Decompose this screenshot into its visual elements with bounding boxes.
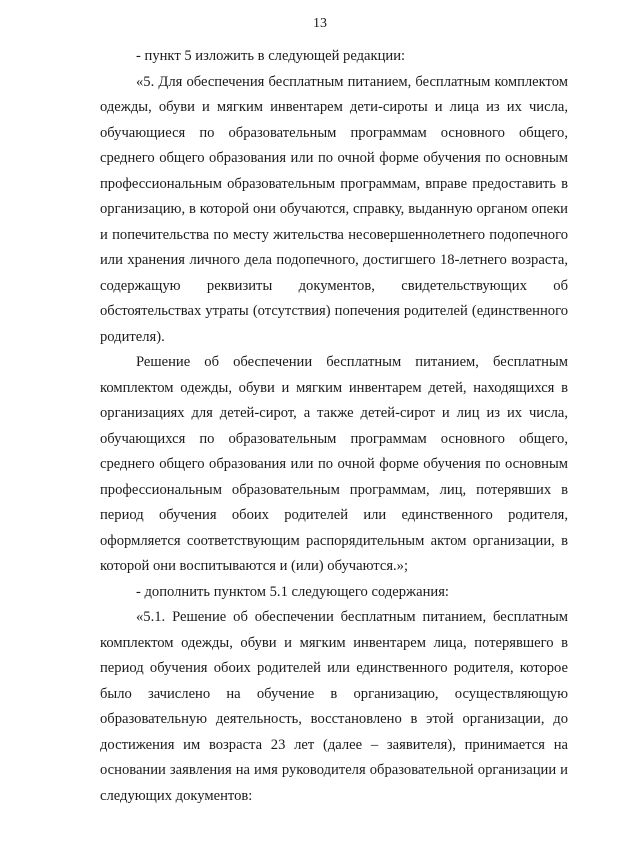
paragraph-decision-text: Решение об обеспечении бесплатным питанием, бесплатным комплектом одежды, обуви и мягким инвентарем детей, находящихся в организациях для детей-сирот, а также детей-сирот и лиц из их числа, обучающихся по образовательным программам основного общего, среднего общего образования или по очной форме обучения по основным профессиональным образовательным программам, лиц, потерявших в период обучения обоих родителей или единственного родителя, оформляется соответствующим распорядительным актом организации, в которой они воспитываются и (или) обучаются.»;	[100, 354, 568, 574]
document-body	[100, 44, 568, 809]
paragraph-point-5-1-text: «5.1. Решение об обеспечении бесплатным питанием, бесплатным комплектом одежды, обуви и мягким инвентарем лица, потерявшего в период обучения обоих родителей или единственного родителя, которое было зачислено на обучение в организацию, осуществляющую образовательную деятельность, восстановлено в этой организации, до достижения им возраста 23 лет (далее – заявителя), принимается на основании заявления на имя руководителя образовательной организации и следующих документов:	[100, 609, 568, 804]
page-number: 13	[313, 16, 327, 31]
paragraph-add-point-5-1: - дополнить пунктом 5.1 следующего содержания:	[136, 583, 449, 600]
paragraph-amend-point-5: - пункт 5 изложить в следующей редакции:	[136, 48, 406, 64]
paragraph-point-5-text: «5. Для обеспечения бесплатным питанием, бесплатным комплектом одежды, обуви и мягким инвентарем дети-сироты и лица из их числа, обучающиеся по образовательным программам основного общего, среднего общего образования или по очной форме обучения по основным профессиональным образовательным программам, вправе предоставить в организацию, в которой они обучаются, справку, выданную органом опеки и попечительства по месту жительства несовершеннолетнего подопечного или хранения личного дела подопечного, достигшего 18-летнего возраста, содержащую реквизиты документов, свидетельствующих об обстоятельствах утраты (отсутствия) попечения родителей (единственного родителя).	[100, 73, 568, 345]
